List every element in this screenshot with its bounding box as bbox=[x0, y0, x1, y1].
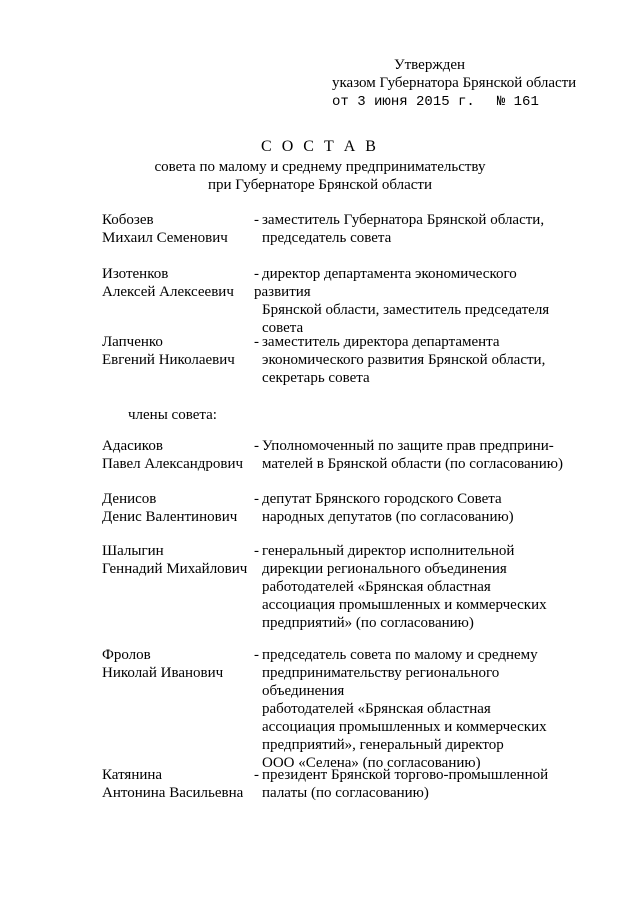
members-label: члены совета: bbox=[128, 407, 217, 423]
member-surname: Лапченко bbox=[102, 334, 163, 350]
role-line: заместитель Губернатора Брянской области, bbox=[262, 212, 545, 228]
role-line: заместитель директора департамента bbox=[262, 334, 500, 350]
member-given-names: Алексей Алексеевич bbox=[102, 284, 234, 300]
role-line: секретарь совета bbox=[262, 370, 370, 386]
approval-date-prefix: от bbox=[332, 94, 349, 110]
role-line: президент Брянской торгово-промышленной bbox=[262, 767, 549, 783]
approval-date-line bbox=[332, 93, 576, 111]
role-line: предприятий» (по согласованию) bbox=[262, 615, 474, 631]
role-line: председатель совета bbox=[262, 230, 392, 246]
role-line: дирекции регионального объединения bbox=[262, 561, 507, 577]
role-line: председатель совета по малому и среднему bbox=[262, 647, 538, 663]
role-line: экономического развития Брянской области, bbox=[262, 352, 546, 368]
member-name bbox=[102, 542, 252, 578]
member-role: - генеральный директор исполнительной дирекции регионального объединения работодателей «Брянская областная ассоциация промышленных и коммерческих предприятий» (по согласованию) bbox=[254, 542, 574, 632]
role-line: предпринимательству регионального объединения bbox=[262, 665, 500, 699]
member-role: - директор департамента экономического развития Брянской области, заместитель председателя совета bbox=[254, 265, 574, 337]
member-name bbox=[102, 766, 252, 802]
approval-heading: Утвержден bbox=[394, 57, 466, 73]
role-line: Уполномоченный по защите прав предприни- bbox=[262, 438, 554, 454]
approval-block bbox=[332, 56, 576, 111]
member-role: - заместитель Губернатора Брянской области, председатель совета bbox=[254, 211, 574, 247]
member-given-names: Геннадий Михайлович bbox=[102, 561, 248, 577]
member-surname: Катянина bbox=[102, 767, 163, 783]
member-role: - президент Брянской торгово-промышленной палаты (по согласованию) bbox=[254, 766, 574, 802]
role-line: ассоциация промышленных и коммерческих bbox=[262, 597, 547, 613]
approval-decree: указом Губернатора Брянской области bbox=[332, 75, 577, 91]
member-name bbox=[102, 437, 252, 473]
member-name bbox=[102, 211, 252, 247]
role-line: работодателей «Брянская областная bbox=[262, 701, 491, 717]
role-line: совета bbox=[262, 320, 304, 336]
member-name bbox=[102, 490, 252, 526]
member-given-names: Михаил Семенович bbox=[102, 230, 228, 246]
approval-number-label: № bbox=[496, 94, 506, 110]
role-line: предприятий», генеральный директор bbox=[262, 737, 504, 753]
role-line: Брянской области, заместитель председателя bbox=[262, 302, 550, 318]
member-name bbox=[102, 646, 252, 682]
member-surname: Изотенков bbox=[102, 266, 169, 282]
member-surname: Адасиков bbox=[102, 438, 163, 454]
role-line: народных депутатов (по согласованию) bbox=[262, 509, 514, 525]
member-surname: Шалыгин bbox=[102, 543, 164, 559]
member-given-names: Павел Александрович bbox=[102, 456, 244, 472]
approval-number: 161 bbox=[513, 94, 539, 110]
member-name bbox=[102, 333, 252, 369]
role-line: генеральный директор исполнительной bbox=[262, 543, 515, 559]
member-given-names: Евгений Николаевич bbox=[102, 352, 235, 368]
role-line: мателей в Брянской области (по согласованию) bbox=[262, 456, 563, 472]
member-surname: Фролов bbox=[102, 647, 151, 663]
member-role: - Уполномоченный по защите прав предприни- мателей в Брянской области (по согласованию) bbox=[254, 437, 574, 473]
role-line: работодателей «Брянская областная bbox=[262, 579, 491, 595]
member-role: - заместитель директора департамента экономического развития Брянской области, секретарь совета bbox=[254, 333, 574, 387]
document-subtitle bbox=[0, 158, 640, 194]
member-role: - председатель совета по малому и среднему предпринимательству регионального объединения работодателей «Брянская областная ассоциация промышленных и коммерческих предприятий», генеральный директор ООО «Селена» (по согласованию) bbox=[254, 646, 574, 772]
approval-date: 3 июня 2015 г. bbox=[357, 94, 475, 110]
member-given-names: Николай Иванович bbox=[102, 665, 224, 681]
member-name bbox=[102, 265, 252, 301]
member-given-names: Антонина Васильевна bbox=[102, 785, 244, 801]
role-line: директор департамента экономического развития bbox=[254, 266, 517, 300]
role-line: ассоциация промышленных и коммерческих bbox=[262, 719, 547, 735]
member-given-names: Денис Валентинович bbox=[102, 509, 238, 525]
document-title: С О С Т А В bbox=[261, 138, 379, 155]
role-line: палаты (по согласованию) bbox=[262, 785, 429, 801]
member-surname: Денисов bbox=[102, 491, 157, 507]
role-line: депутат Брянского городского Совета bbox=[262, 491, 502, 507]
subtitle-line: при Губернаторе Брянской области bbox=[207, 177, 432, 193]
member-role: - депутат Брянского городского Совета народных депутатов (по согласованию) bbox=[254, 490, 574, 526]
subtitle-line: совета по малому и среднему предпринимательству bbox=[154, 159, 486, 175]
role-line: ООО «Селена» (по согласованию) bbox=[262, 755, 481, 771]
member-surname: Кобозев bbox=[102, 212, 154, 228]
